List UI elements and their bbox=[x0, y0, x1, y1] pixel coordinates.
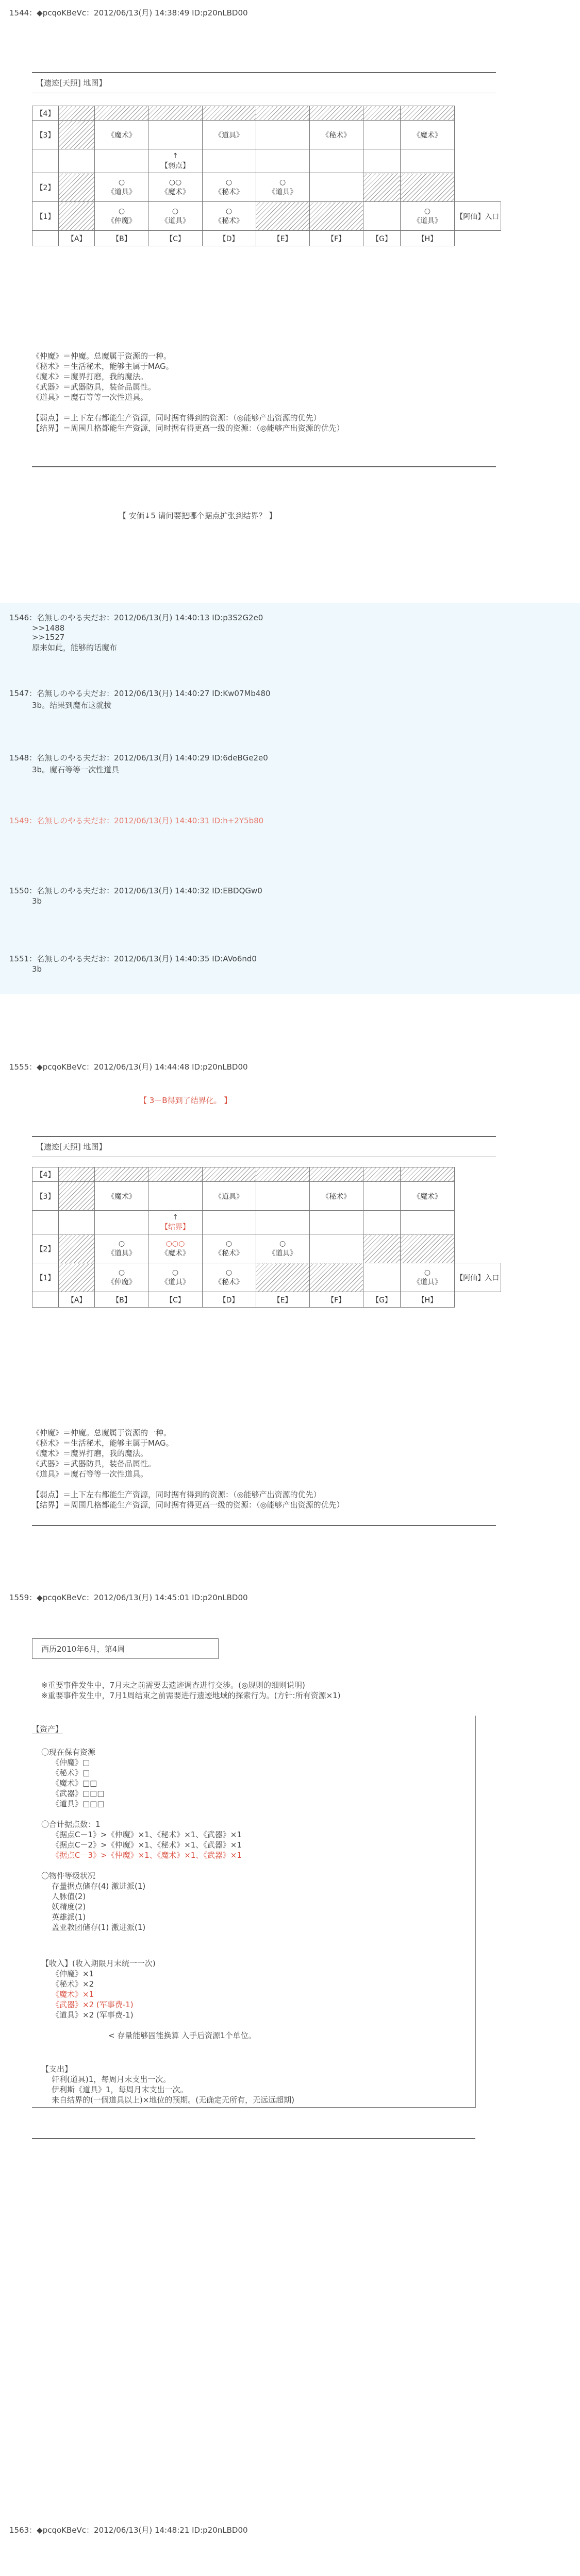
asset-line: 《仲魔》□ bbox=[52, 1758, 90, 1767]
col-label: 【A】 bbox=[59, 1292, 95, 1308]
row-label bbox=[32, 1211, 59, 1234]
divider bbox=[32, 466, 496, 467]
row-label: 【1】 bbox=[32, 202, 59, 231]
reply-header: 1547：名無しのやる夫だお：2012/06/13(月) 14:40:27 ID:Kw07Mb480 bbox=[9, 689, 271, 698]
map-cell: ○ 《秘术》 bbox=[202, 1234, 256, 1263]
legend-line: 《仲魔》＝仲魔。总魔属于资源的一种。 bbox=[32, 351, 172, 361]
map-spacer bbox=[454, 1167, 501, 1182]
map-cell bbox=[256, 1167, 309, 1182]
map-cell bbox=[148, 106, 202, 121]
map-cell bbox=[401, 149, 454, 173]
map-grid bbox=[32, 106, 501, 246]
map-cell bbox=[401, 1167, 454, 1182]
map-title: 【遗迹[天照] 地图】 bbox=[36, 1142, 107, 1151]
question-line: 【 安価↓5 请问要把哪个据点扩张到结界？ 】 bbox=[119, 511, 277, 520]
legend-line: 《仲魔》＝仲魔。总魔属于资源的一种。 bbox=[32, 1428, 172, 1437]
map-cell bbox=[363, 1182, 401, 1211]
map-cell bbox=[309, 1167, 363, 1182]
map-cell bbox=[363, 173, 401, 202]
asset-line: 〇现在保有资源 bbox=[41, 1748, 96, 1757]
col-label: 【A】 bbox=[59, 231, 95, 246]
col-label: 【D】 bbox=[202, 231, 256, 246]
map-grid bbox=[32, 1167, 501, 1308]
map-cell: ○ 《秘术》 bbox=[202, 202, 256, 231]
income-line: 《魔术》×1 bbox=[52, 1990, 94, 1999]
map-cell bbox=[202, 1167, 256, 1182]
map-cell bbox=[59, 1234, 95, 1263]
map-spacer bbox=[454, 1292, 501, 1308]
map-cell bbox=[95, 1167, 148, 1182]
map-cell bbox=[256, 1263, 309, 1292]
map-cell bbox=[256, 1211, 309, 1234]
reply-header: 1551：名無しのやる夫だお：2012/06/13(月) 14:40:35 ID:AVo6nd0 bbox=[9, 954, 257, 963]
col-label: 【B】 bbox=[95, 231, 148, 246]
map-cell bbox=[401, 173, 454, 202]
map-cell: ○ 《道具》 bbox=[256, 173, 309, 202]
expense-line: 来自结界的(一個道具以上)×地位的预期。(无确定无所有，无远远超期) bbox=[52, 2095, 294, 2105]
map-cell bbox=[309, 106, 363, 121]
divider bbox=[32, 1136, 496, 1137]
map-cell bbox=[256, 121, 309, 149]
col-label: 【D】 bbox=[202, 1292, 256, 1308]
asset-line: 存量据点储存(4) 激进派(1) bbox=[52, 1882, 146, 1891]
legend-line: 《秘术》＝生活秘术，能够主属于MAG。 bbox=[32, 1438, 174, 1448]
map-cell bbox=[32, 231, 59, 246]
col-label: 【F】 bbox=[309, 1292, 363, 1308]
map-cell: ○ 《仲魔》 bbox=[95, 202, 148, 231]
legend-line: 【结界】＝周围几格都能生产资源，同时据有得更高一级的资源：（◎能够产出资源的优先） bbox=[32, 1500, 344, 1510]
map-cell bbox=[309, 1263, 363, 1292]
map-cell bbox=[256, 1182, 309, 1211]
map-cell: ○ 《道具》 bbox=[256, 1234, 309, 1263]
map-spacer bbox=[454, 1211, 501, 1234]
map-spacer bbox=[454, 121, 501, 149]
map-cell bbox=[401, 106, 454, 121]
weak-point-label: 【弱点】 bbox=[160, 161, 190, 170]
barrier-label: 【结界】 bbox=[160, 1223, 190, 1231]
map-cell bbox=[309, 1211, 363, 1234]
map-cell bbox=[95, 149, 148, 173]
map-cell: ○ 《仲魔》 bbox=[95, 1263, 148, 1292]
post-1563 bbox=[0, 2494, 580, 2576]
asset-line: 《据点C－1》>《仲魔》×1、《秘术》×1、《武器》×1 bbox=[52, 1830, 242, 1839]
map-spacer bbox=[454, 1182, 501, 1211]
income-line: 《道具》×2 (军事费-1) bbox=[52, 2010, 134, 2020]
col-label: 【F】 bbox=[309, 231, 363, 246]
map-cell bbox=[363, 149, 401, 173]
legend-line: 《道具》＝魔石等等一次性道具。 bbox=[32, 393, 148, 402]
map-cell bbox=[202, 106, 256, 121]
asset-line: 《秘术》□ bbox=[52, 1768, 90, 1777]
map-cell bbox=[256, 149, 309, 173]
map-cell bbox=[59, 121, 95, 149]
notice-line: 【 3－B得到了结界化。 】 bbox=[139, 1096, 232, 1105]
map-cell bbox=[256, 106, 309, 121]
col-label: 【H】 bbox=[401, 231, 454, 246]
map-cell: ○ 《道具》 bbox=[148, 1263, 202, 1292]
row-label: 【1】 bbox=[32, 1263, 59, 1292]
reply-line: 3b bbox=[32, 896, 42, 906]
map-cell bbox=[363, 121, 401, 149]
asset-line: 〇物件等级状况 bbox=[41, 1871, 96, 1880]
post-1559 bbox=[0, 1577, 580, 2494]
map-cell: ○○○ 《魔术》 bbox=[148, 1234, 202, 1263]
row-label: 【3】 bbox=[32, 1182, 59, 1211]
col-label: 【G】 bbox=[363, 231, 401, 246]
map-cell bbox=[401, 1234, 454, 1263]
asset-line: 人脉值(2) bbox=[52, 1892, 86, 1901]
post-1555 bbox=[0, 1036, 580, 1577]
asset-line: 妖精度(2) bbox=[52, 1902, 86, 1911]
map-cell: 《魔术》 bbox=[401, 1182, 454, 1211]
map-cell bbox=[202, 149, 256, 173]
map-cell bbox=[363, 202, 401, 231]
col-label: 【C】 bbox=[148, 1292, 202, 1308]
col-label: 【G】 bbox=[363, 1292, 401, 1308]
map-cell: ○ 《秘术》 bbox=[202, 173, 256, 202]
reply-header: 1550：名無しのやる夫だお：2012/06/13(月) 14:40:32 ID:EBDQGw0 bbox=[9, 886, 262, 895]
expense-line: 伊利斯《道具》1，每周月末支出一次。 bbox=[52, 2085, 188, 2094]
arrow-up: ↑ bbox=[172, 1213, 178, 1222]
map-cell: 《秘术》 bbox=[309, 121, 363, 149]
legend-line: 《秘术》＝生活秘术，能够主属于MAG。 bbox=[32, 362, 174, 371]
replies-block bbox=[0, 603, 580, 994]
map-cell bbox=[59, 106, 95, 121]
map-spacer bbox=[454, 1234, 501, 1263]
row-label bbox=[32, 149, 59, 173]
map-cell: 《魔术》 bbox=[95, 1182, 148, 1211]
divider bbox=[32, 1525, 496, 1526]
map-title: 【遗迹[天照] 地图】 bbox=[36, 78, 107, 88]
map-cell bbox=[363, 1263, 401, 1292]
map-cell: ○ 《道具》 bbox=[95, 173, 148, 202]
row-label: 【3】 bbox=[32, 121, 59, 149]
map-cell bbox=[148, 1167, 202, 1182]
legend-line: 《魔术》＝魔界打磨，我的魔法。 bbox=[32, 372, 148, 381]
map-cell bbox=[202, 1211, 256, 1234]
reply-line: 3b。魔石等等一次性道具 bbox=[32, 765, 120, 774]
map-spacer bbox=[454, 173, 501, 202]
map-cell bbox=[59, 149, 95, 173]
reply-header: 1546：名無しのやる夫だお：2012/06/13(月) 14:40:13 ID:p3S2G2e0 bbox=[9, 613, 263, 622]
legend-line: 【弱点】＝上下左右都能生产资源，同时据有得到的资源：（◎能够产出资源的优先） bbox=[32, 1490, 321, 1499]
asset-line: 〇合计据点数：1 bbox=[41, 1820, 101, 1829]
legend-line: 《魔术》＝魔界打磨，我的魔法。 bbox=[32, 1449, 148, 1458]
assets-frame bbox=[32, 1716, 476, 2108]
map-cell bbox=[59, 173, 95, 202]
col-label: 【H】 bbox=[401, 1292, 454, 1308]
post-1544 bbox=[0, 0, 580, 603]
income-line: 《仲魔》×1 bbox=[52, 1969, 94, 1978]
post-header: 1555：◆pcqoKBeVc：2012/06/13(月) 14:44:48 ID:p20nLBD00 bbox=[9, 1062, 248, 1072]
legend-line: 【弱点】＝上下左右都能生产资源，同时据有得到的资源：（◎能够产出资源的优先） bbox=[32, 413, 321, 422]
section-title: 【资产】 bbox=[32, 1724, 63, 1734]
map-cell bbox=[148, 121, 202, 149]
row-label: 【4】 bbox=[32, 1167, 59, 1182]
reply-header: 1549：名無しのやる夫だお：2012/06/13(月) 14:40:31 ID:h+2Y5b80 bbox=[9, 816, 264, 825]
map-cell: 《秘术》 bbox=[309, 1182, 363, 1211]
expense-title: 【支出】 bbox=[41, 2064, 73, 2074]
map-spacer bbox=[454, 149, 501, 173]
reply-line: >>1488 bbox=[32, 623, 65, 633]
map-cell bbox=[59, 1211, 95, 1234]
map-cell bbox=[309, 202, 363, 231]
reply-header: 1548：名無しのやる夫だお：2012/06/13(月) 14:40:29 ID:6deBGe2e0 bbox=[9, 753, 268, 762]
map-cell bbox=[363, 1234, 401, 1263]
map-cell bbox=[148, 1182, 202, 1211]
post-header: 1559：◆pcqoKBeVc：2012/06/13(月) 14:45:01 ID:p20nLBD00 bbox=[9, 1593, 248, 1602]
exchange-note: < 存量能够固能换算 入手后资源1个单位。 bbox=[108, 2031, 256, 2040]
map-cell bbox=[363, 106, 401, 121]
map-cell bbox=[363, 1211, 401, 1234]
income-line: 《武器》×2 (军事费-1) bbox=[52, 2000, 134, 2009]
map-spacer bbox=[454, 231, 501, 246]
map-cell: 《道具》 bbox=[202, 1182, 256, 1211]
legend-line: 《武器》＝武器防具，装备品属性。 bbox=[32, 1459, 156, 1468]
asset-line: 《据点C－2》>《仲魔》×1、《秘术》×1、《武器》×1 bbox=[52, 1840, 242, 1850]
arrow-up: ↑ bbox=[172, 151, 178, 160]
col-label: 【E】 bbox=[256, 231, 309, 246]
map-cell: ○ 《道具》 bbox=[95, 1234, 148, 1263]
map-cell: 《道具》 bbox=[202, 121, 256, 149]
map-cell: ○○ 《魔术》 bbox=[148, 173, 202, 202]
asset-line: 《据点C－3》>《仲魔》×1、《魔术》×1、《武器》×1 bbox=[52, 1851, 242, 1860]
map-cell bbox=[59, 1167, 95, 1182]
map-cell bbox=[59, 1263, 95, 1292]
map-cell bbox=[148, 1211, 202, 1234]
map-cell bbox=[32, 1292, 59, 1308]
legend-line: 《道具》＝魔石等等一次性道具。 bbox=[32, 1469, 148, 1479]
reply-line: 原来如此，能够的话魔布 bbox=[32, 643, 118, 652]
asset-line: 英雄派(1) bbox=[52, 1912, 86, 1922]
map-cell bbox=[148, 149, 202, 173]
row-label: 【2】 bbox=[32, 173, 59, 202]
map-cell: ○ 《秘术》 bbox=[202, 1263, 256, 1292]
col-label: 【C】 bbox=[148, 231, 202, 246]
reply-line: 3b。结果到魔布这就拔 bbox=[32, 701, 112, 710]
reply-line: >>1527 bbox=[32, 633, 65, 642]
col-label: 【E】 bbox=[256, 1292, 309, 1308]
entrance-label: 【阿仙】入口 bbox=[454, 202, 501, 231]
map-cell bbox=[309, 173, 363, 202]
map-cell: ○ 《道具》 bbox=[401, 202, 454, 231]
map-cell bbox=[309, 1234, 363, 1263]
map-spacer bbox=[454, 106, 501, 121]
row-label: 【2】 bbox=[32, 1234, 59, 1263]
entrance-label: 【阿仙】入口 bbox=[454, 1263, 501, 1292]
map-cell: ○ 《道具》 bbox=[401, 1263, 454, 1292]
map-cell bbox=[401, 1211, 454, 1234]
map-cell bbox=[95, 1211, 148, 1234]
map-cell: 《魔术》 bbox=[95, 121, 148, 149]
note-line: ※重要事件发生中，7月1周结束之前需要进行遗迹地域的探索行为。(方针:所有资源×1) bbox=[41, 1691, 341, 1700]
map-cell bbox=[256, 202, 309, 231]
asset-line: 《武器》□□□ bbox=[52, 1789, 105, 1798]
map-cell bbox=[95, 106, 148, 121]
note-line: ※重要事件发生中，7月末之前需要去遗迹调查进行交涉。(◎规则的细则说明) bbox=[41, 1681, 305, 1690]
expense-line: 轩利(道具)1，每周月末支出一次。 bbox=[52, 2075, 171, 2084]
divider bbox=[32, 2138, 475, 2139]
income-title: 【收入】(收入期限月末统一一次) bbox=[41, 1959, 156, 1968]
post-header: 1563：◆pcqoKBeVc：2012/06/13(月) 14:48:21 ID:p20nLBD00 bbox=[9, 2526, 248, 2535]
asset-line: 《道具》□□□ bbox=[52, 1799, 105, 1808]
col-label: 【B】 bbox=[95, 1292, 148, 1308]
map-cell: ○ 《道具》 bbox=[148, 202, 202, 231]
divider bbox=[32, 72, 496, 73]
asset-line: 《魔术》□□ bbox=[52, 1778, 97, 1788]
map-cell bbox=[363, 1167, 401, 1182]
date-label: 西历2010年6月，第4周 bbox=[41, 1645, 125, 1654]
row-label: 【4】 bbox=[32, 106, 59, 121]
post-header: 1544：◆pcqoKBeVc：2012/06/13(月) 14:38:49 ID:p20nLBD00 bbox=[9, 8, 248, 18]
reply-line: 3b bbox=[32, 964, 42, 974]
asset-line: 盖亚教团储存(1) 激进派(1) bbox=[52, 1923, 146, 1932]
map-cell: 《魔术》 bbox=[401, 121, 454, 149]
map-cell bbox=[59, 1182, 95, 1211]
map-cell bbox=[309, 149, 363, 173]
income-line: 《秘术》×2 bbox=[52, 1979, 94, 1989]
legend-line: 《武器》＝武器防具，装备品属性。 bbox=[32, 382, 156, 392]
legend-line: 【结界】＝周围几格都能生产资源，同时据有得更高一级的资源：（◎能够产出资源的优先） bbox=[32, 423, 344, 433]
map-cell bbox=[59, 202, 95, 231]
